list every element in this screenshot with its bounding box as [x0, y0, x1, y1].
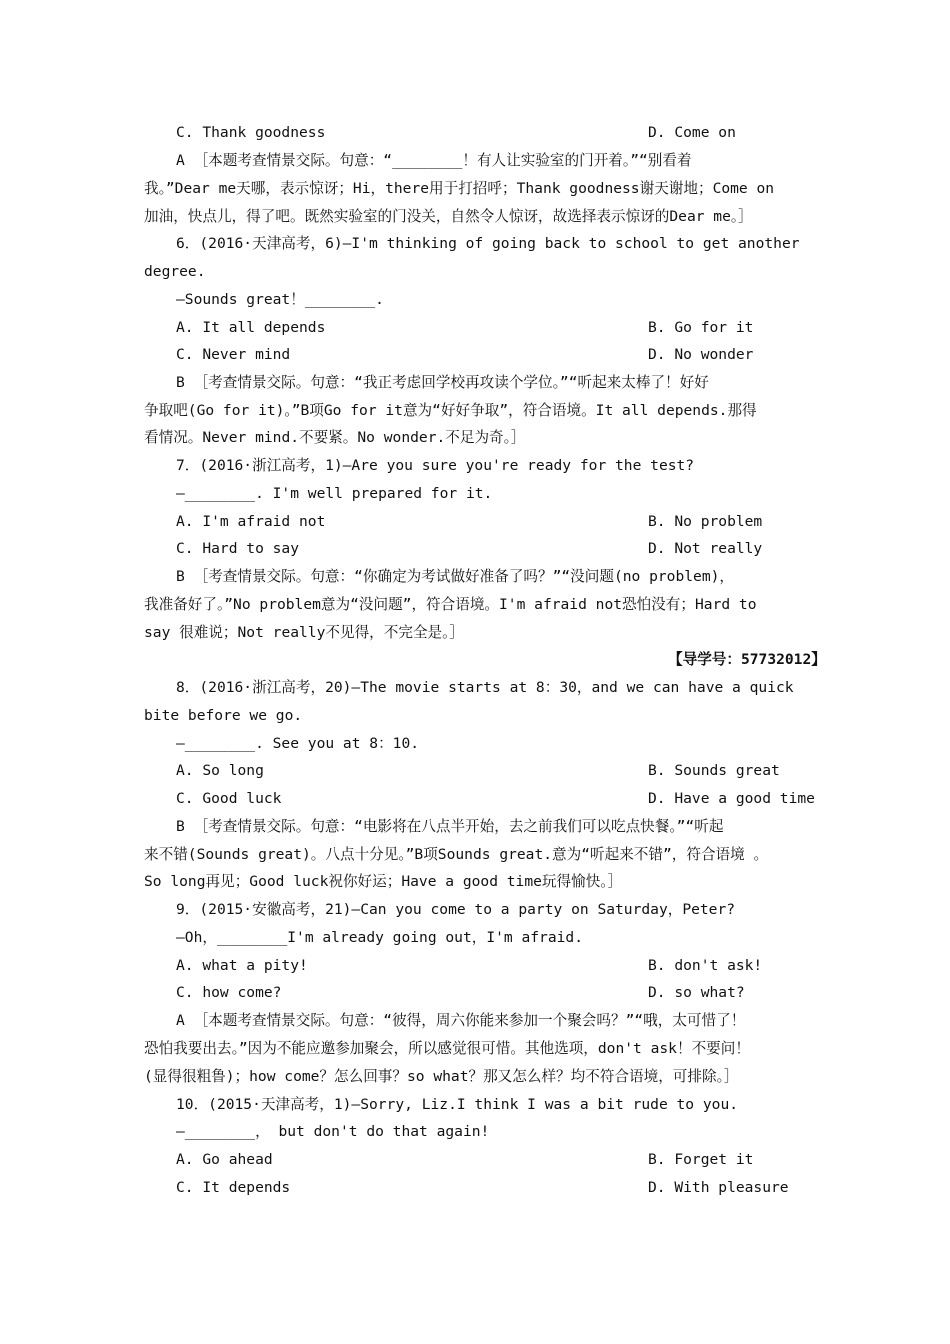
answer-explanation-line: So long再见；Good luck祝你好运；Have a good time玩得愉快。］ [144, 873, 623, 890]
option-row [176, 345, 754, 365]
question-stem: —________. See you at 8：10. [176, 735, 420, 752]
question-stem: bite before we go. [144, 707, 303, 724]
option-c: C. Good luck [176, 790, 282, 807]
question-stem: 10．(2015·天津高考，1)—Sorry, Liz.I think I was a bit rude to you. [176, 1096, 739, 1113]
option-b: B. Sounds great [648, 762, 780, 779]
answer-explanation-line: B ［考查情景交际。句意：“我正考虑回学校再攻读个学位。”“听起来太棒了！好好 [176, 374, 709, 391]
answer-explanation-line: 加油，快点儿，得了吧。既然实验室的门没关，自然令人惊讶，故选择表示惊讶的Dear me。］ [144, 208, 753, 225]
option-b: B. Go for it [648, 319, 754, 336]
answer-explanation-line: A ［本题考查情景交际。句意：“________！有人让实验室的门开着。”“别看着 [176, 152, 692, 169]
option-row [176, 761, 780, 781]
option-a: A. Go ahead [176, 1151, 273, 1168]
answer-explanation-line: A ［本题考查情景交际。句意：“彼得，周六你能来参加一个聚会吗？”“哦，太可惜了！ [176, 1012, 746, 1029]
question-stem: —Oh，________I'm already going out，I'm afraid. [176, 929, 583, 946]
option-b: B. don't ask! [648, 957, 763, 974]
option-row [176, 539, 763, 559]
option-row [176, 123, 736, 143]
option-row [176, 318, 754, 338]
option-c: C. Hard to say [176, 540, 300, 557]
option-row [176, 1150, 754, 1170]
answer-explanation-line: 看情况。Never mind.不要紧。No wonder.不足为奇。］ [144, 429, 526, 446]
option-d: D. so what? [648, 984, 745, 1001]
option-d: D. No wonder [648, 346, 754, 363]
guide-number: 【导学号：57732012】 [668, 651, 826, 668]
option-d: D. With pleasure [648, 1179, 789, 1196]
answer-explanation-line: 争取吧(Go for it)。”B项Go for it意为“好好争取”，符合语境。It all depends.那得 [144, 402, 757, 419]
option-a: A. So long [176, 762, 264, 779]
option-row [176, 512, 763, 532]
answer-explanation-line: 我准备好了。”No problem意为“没问题”，符合语境。I'm afraid not恐怕没有；Hard to [144, 596, 757, 613]
question-stem: 8．(2016·浙江高考，20)—The movie starts at 8：30，and we can have a quick [176, 679, 794, 696]
question-stem: 6．(2016·天津高考，6)—I'm thinking of going back to school to get another [176, 235, 800, 252]
question-stem: 7．(2016·浙江高考，1)—Are you sure you're ready for the test? [176, 457, 695, 474]
option-c: C. It depends [176, 1179, 291, 1196]
question-stem: —________. I'm well prepared for it. [176, 485, 493, 502]
option-a: A. It all depends [176, 319, 326, 336]
question-stem: 9．(2015·安徽高考，21)—Can you come to a party on Saturday，Peter? [176, 901, 736, 918]
option-c: C. Never mind [176, 346, 291, 363]
option-b: B. No problem [648, 513, 763, 530]
option-b: B. Forget it [648, 1151, 754, 1168]
option-a: A. what a pity! [176, 957, 308, 974]
answer-explanation-line: B ［考查情景交际。句意：“电影将在八点半开始，去之前我们可以吃点快餐。”“听起 [176, 818, 724, 835]
answer-explanation-line: 我。”Dear me天哪，表示惊讶；Hi，there用于打招呼；Thank goodness谢天谢地；Come on [144, 180, 775, 197]
option-row [176, 983, 745, 1003]
option-d: D. Come on [648, 124, 736, 141]
question-stem: —Sounds great！________. [176, 291, 384, 308]
option-row [176, 956, 763, 976]
answer-explanation-line: 来不错(Sounds great)。八点十分见。”B项Sounds great.意为“听起来不错”，符合语境 。 [144, 846, 769, 863]
option-c: C. how come? [176, 984, 282, 1001]
option-a: A. I'm afraid not [176, 513, 326, 530]
option-c: C. Thank goodness [176, 124, 326, 141]
answer-explanation-line: say 很难说；Not really不见得，不完全是。］ [144, 624, 465, 641]
question-stem: degree. [144, 263, 206, 280]
option-row [176, 1178, 789, 1198]
question-stem: —________， but don't do that again! [176, 1123, 490, 1140]
option-row [176, 789, 815, 809]
answer-explanation-line: (显得很粗鲁)；how come？怎么回事？so what？那又怎么样？均不符合语境，可排除。］ [144, 1068, 739, 1085]
option-d: D. Have a good time [648, 790, 815, 807]
answer-explanation-line: 恐怕我要出去。”因为不能应邀参加聚会，所以感觉很可惜。其他选项，don't ask！不要问！ [144, 1040, 750, 1057]
answer-explanation-line: B ［考查情景交际。句意：“你确定为考试做好准备了吗？”“没问题(no problem)， [176, 568, 734, 585]
option-d: D. Not really [648, 540, 763, 557]
